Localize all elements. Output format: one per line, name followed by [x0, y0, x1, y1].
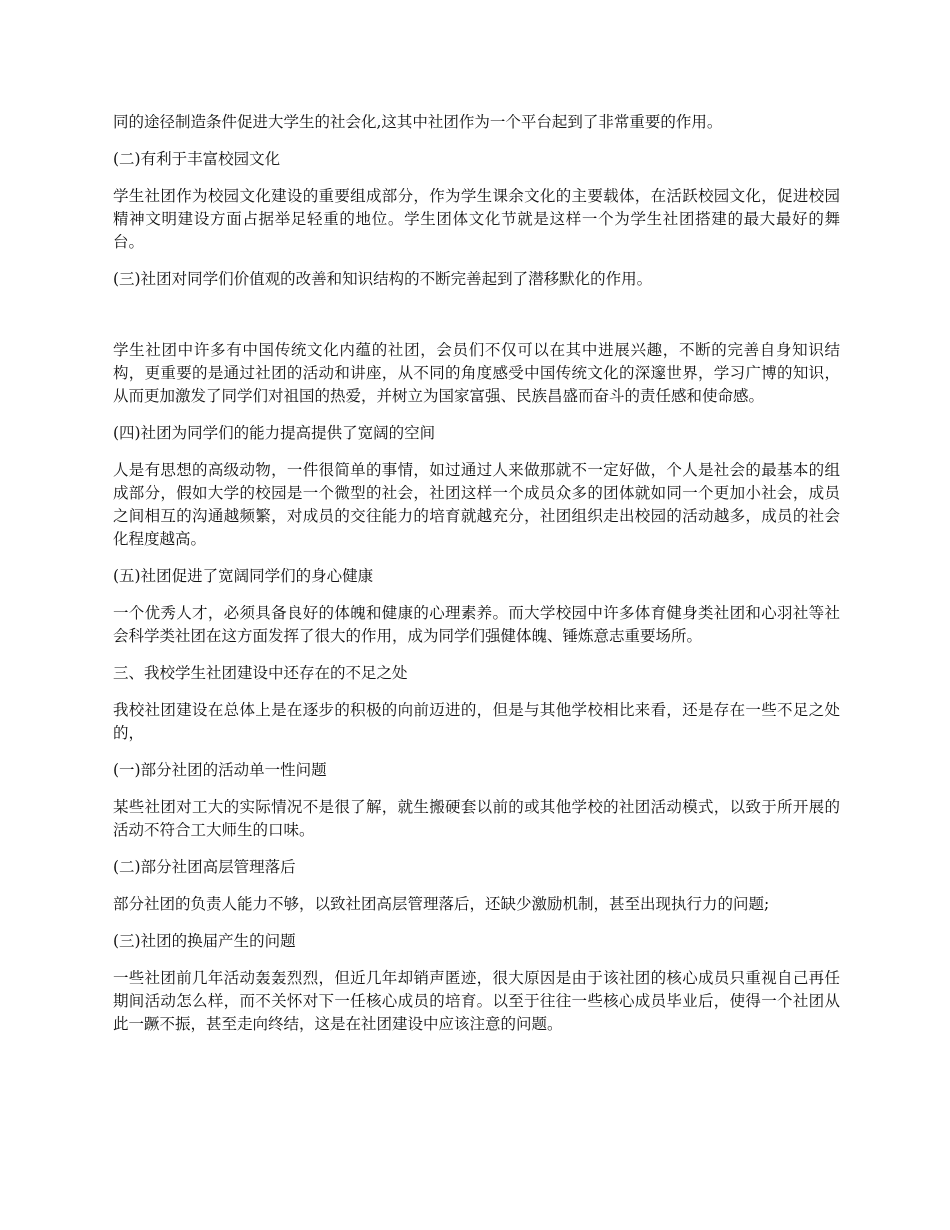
heading-values-knowledge: (三)社团对同学们价值观的改善和知识结构的不断完善起到了潜移默化的作用。	[113, 270, 653, 288]
heading-ability-improvement: (四)社团为同学们的能力提高提供了宽阔的空间	[113, 424, 436, 442]
paragraph-succession: 一些社团前几年活动轰轰烈烈，但近几年却销声匿迹，很大原因是由于该社团的核心成员只重视自己再任期间活动怎么样，而不关怀对下一任核心成员的培育。以至于往往一些核心成员毕业后，使得一个社团从此一蹶不振，甚至走向终结，这是在社团建设中应该注意的问题。	[113, 969, 840, 1033]
paragraph-single-activity: 某些社团对工大的实际情况不是很了解，就生搬硬套以前的或其他学校的社团活动模式，以致于所开展的活动不符合工大师生的口味。	[113, 798, 840, 839]
heading-succession: (三)社团的换届产生的问题	[113, 932, 296, 950]
paragraph-shortcomings: 我校社团建设在总体上是在逐步的积极的向前迈进的，但是与其他学校相比来看，还是存在一些不足之处的，	[113, 701, 840, 742]
heading-campus-culture: (二)有利于丰富校园文化	[113, 150, 281, 168]
paragraph-socialization-end: 同的途径制造条件促进大学生的社会化,这其中社团作为一个平台起到了非常重要的作用。	[113, 113, 723, 131]
paragraph-campus-culture: 学生社团作为校园文化建设的重要组成部分，作为学生课余文化的主要载体，在活跃校园文化，促进校园精神文明建设方面占据举足轻重的地位。学生团体文化节就是这样一个为学生社团搭建的最大最好的舞台。	[113, 187, 840, 251]
heading-single-activity: (一)部分社团的活动单一性问题	[113, 761, 327, 779]
document-page	[113, 111, 840, 1050]
paragraph-ability-improvement: 人是有思想的高级动物，一件很简单的事情，如过通过人来做那就不一定好做，个人是社会的最基本的组成部分，假如大学的校园是一个微型的社会，社团这样一个成员众多的团体就如同一个更加小社会，成员之间相互的沟通越频繁，对成员的交往能力的培育就越充分，社团组织走出校园的活动越多，成员的社会化程度越高。	[113, 461, 840, 548]
blank-space	[113, 305, 840, 339]
paragraph-management: 部分社团的负责人能力不够，以致社团高层管理落后，还缺少激励机制，甚至出现执行力的问题;	[113, 895, 770, 913]
heading-management: (二)部分社团高层管理落后	[113, 858, 296, 876]
heading-shortcomings: 三、我校学生社团建设中还存在的不足之处	[113, 664, 408, 682]
paragraph-traditional-culture: 学生社团中许多有中国传统文化内蕴的社团，会员们不仅可以在其中进展兴趣，不断的完善自身知识结构，更重要的是通过社团的活动和讲座，从不同的角度感受中国传统文化的深邃世界，学习广博的知识，从而更加激发了同学们对祖国的热爱，并树立为国家富强、民族昌盛而奋斗的责任感和使命感。	[113, 341, 840, 405]
heading-physical-mental-health: (五)社团促进了宽阔同学们的身心健康	[113, 567, 374, 585]
paragraph-physical-mental-health: 一个优秀人才，必须具备良好的体魄和健康的心理素养。而大学校园中许多体育健身类社团和心羽社等社会科学类社团在这方面发挥了很大的作用，成为同学们强健体魄、锤炼意志重要场所。	[113, 604, 840, 645]
